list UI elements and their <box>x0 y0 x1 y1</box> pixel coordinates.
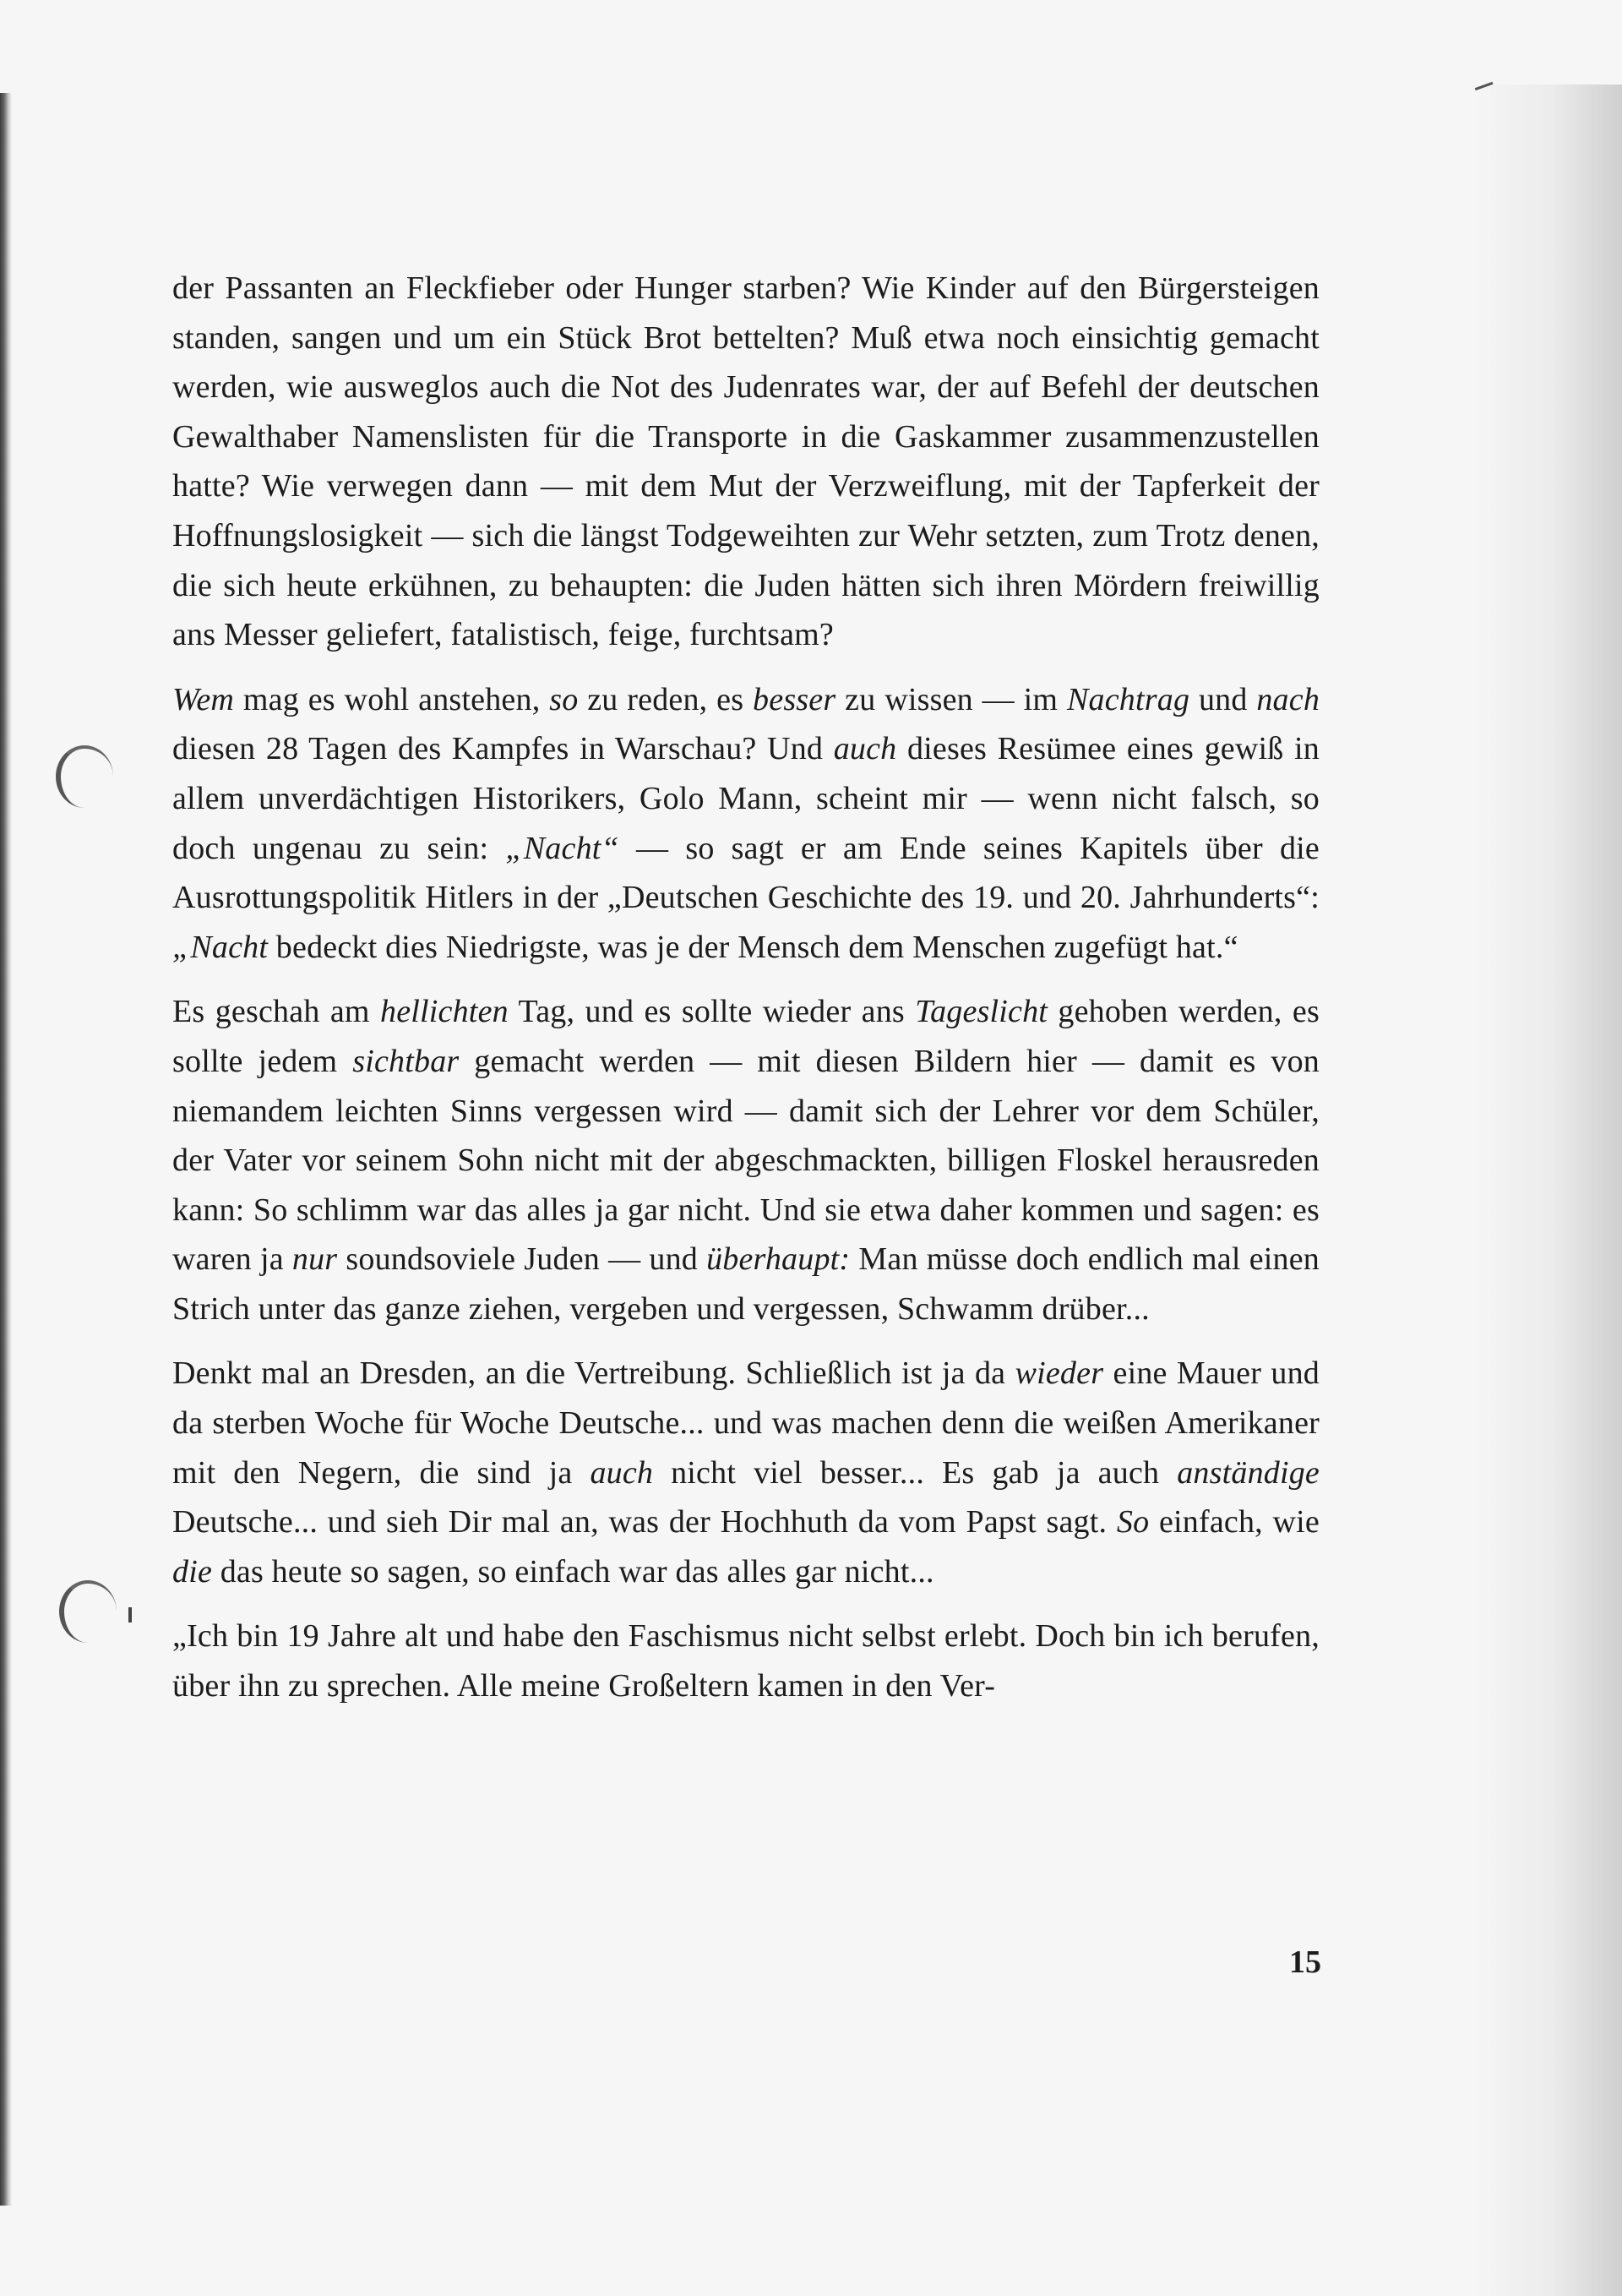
paragraph <box>172 1612 1320 1710</box>
paragraph <box>172 675 1320 973</box>
text-run: gemacht werden — mit diesen Bildern hier — damit es von niemandem leichten Sinns vergessen wird — damit sich der Lehrer vor dem Schüler, der Vater vor seinem Sohn nicht mit der abgeschmackten, billigen Floskel herausreden kann: So schlimm war das alles ja gar nicht. Und sie etwa daher kommen und sagen: es waren ja <box>172 1043 1320 1278</box>
emphasis-text: hellichten <box>380 994 509 1030</box>
paragraph <box>172 1349 1320 1596</box>
emphasis-text: nach <box>1256 681 1320 717</box>
text-run: dieses Resümee eines gewiß in allem unverdächtigen Historikers, Golo Mann, scheint mir — wenn nicht falsch, so doch ungenau zu sein: <box>172 731 1320 866</box>
emphasis-text: sichtbar <box>352 1043 460 1079</box>
text-run: „Ich bin 19 Jahre alt und habe den Faschismus nicht selbst erlebt. Doch bin ich berufen, über ihn zu sprechen. Alle meine Großeltern kamen in den Ver- <box>172 1618 1320 1704</box>
emphasis-text: anständige <box>1177 1454 1320 1491</box>
text-run: eine Mauer und da sterben Woche für Woche Deutsche... und was machen denn die weißen Amerikaner mit den Negern, die sind ja <box>172 1355 1320 1491</box>
text-run: diesen 28 Tagen des Kampfes in Warschau? Und <box>172 731 834 767</box>
text-run: Tag, und es sollte wieder ans <box>508 994 916 1030</box>
emphasis-text: nur <box>291 1241 338 1278</box>
punch-hole-icon <box>56 745 113 808</box>
text-run: soundsoviele Juden — und <box>337 1241 707 1278</box>
emphasis-text: die <box>172 1553 213 1590</box>
text-run: das heute so sagen, so einfach war das alles gar nicht... <box>212 1553 934 1590</box>
text-run: Man müsse doch endlich mal einen Strich unter das ganze ziehen, vergeben und vergessen, Schwamm drüber... <box>172 1241 1320 1327</box>
text-run: gehoben werden, es sollte jedem <box>172 994 1320 1079</box>
emphasis-text: auch <box>833 731 897 767</box>
text-run: Es geschah am <box>172 994 380 1030</box>
body-text <box>172 264 1320 1711</box>
text-run: Denkt mal an Dresden, an die Vertreibung. Schließlich ist ja da <box>172 1355 1015 1392</box>
emphasis-text: „Nacht <box>172 929 269 965</box>
paragraph <box>172 987 1320 1333</box>
page-edge-shadow <box>1470 85 1622 2296</box>
emphasis-text: so <box>549 681 579 717</box>
text-run: — so sagt er am Ende seines Kapitels über die Ausrottungspolitik Hitlers in der „Deutschen Geschichte des 19. und 20. Jahrhunderts“: <box>172 830 1320 916</box>
emphasis-text: überhaupt: <box>706 1241 851 1278</box>
text-run: Deutsche... und sieh Dir mal an, was der Hochhuth da vom Papst sagt. <box>172 1504 1117 1541</box>
emphasis-text: wieder <box>1015 1355 1104 1392</box>
emphasis-text: auch <box>590 1454 654 1491</box>
emphasis-text: Tageslicht <box>915 994 1048 1030</box>
page-number: 15 <box>1289 1944 1321 1980</box>
scan-mark <box>128 1607 132 1622</box>
text-run: nicht viel besser... Es gab ja auch <box>653 1454 1178 1491</box>
text-run: einfach, wie <box>1149 1504 1320 1541</box>
text-run: bedeckt dies Niedrigste, was je der Mensch dem Menschen zugefügt hat.“ <box>268 929 1238 965</box>
emphasis-text: „Nacht“ <box>505 830 619 866</box>
text-run: zu reden, es <box>578 681 754 717</box>
text-run: der Passanten an Fleckfieber oder Hunger starben? Wie Kinder auf den Bürgersteigen standen, sangen und um ein Stück Brot bettelten? Muß etwa noch einsichtig gemacht werden, wie ausweglos auch die Not des Judenrates war, der auf Befehl der deutschen Gewalthaber Namenslisten für die Transporte in die Gaskammer zusammenzustellen hatte? Wie verwegen dann — mit dem Mut der Verzweiflung, mit der Tapferkeit der Hoffnungslosigkeit — sich die längst Todgeweihten zur Wehr setzten, zum Trotz denen, die sich heute erkühnen, zu behaupten: die Juden hätten sich ihren Mördern freiwillig ans Messer geliefert, fatalistisch, feige, furchtsam? <box>172 270 1320 653</box>
paragraph <box>172 264 1320 660</box>
emphasis-text: Wem <box>172 681 235 717</box>
binding-edge <box>0 93 12 2206</box>
emphasis-text: besser <box>753 681 836 717</box>
emphasis-text: So <box>1116 1504 1150 1541</box>
punch-hole-icon <box>59 1580 117 1643</box>
text-run: mag es wohl anstehen, <box>234 681 550 717</box>
text-run: zu wissen — im <box>835 681 1067 717</box>
emphasis-text: Nachtrag <box>1066 681 1190 717</box>
text-run: und <box>1189 681 1257 717</box>
